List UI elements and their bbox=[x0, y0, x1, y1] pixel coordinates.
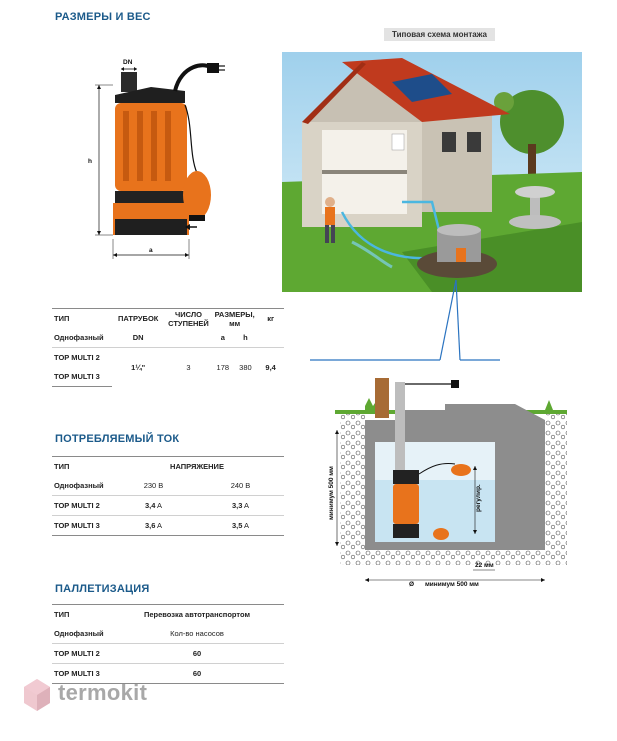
dims-row2-name: TOP MULTI 3 bbox=[52, 367, 112, 387]
current-row1-a1: 3,4 bbox=[144, 501, 156, 510]
current-row2-a2: 3,5 bbox=[231, 521, 243, 530]
current-row2-name: TOP MULTI 3 bbox=[52, 516, 110, 536]
pallet-header-type: ТИП bbox=[52, 605, 110, 625]
dims-row1-name: TOP MULTI 2 bbox=[52, 348, 112, 368]
pallet-row2-name: TOP MULTI 3 bbox=[52, 664, 110, 684]
dims-header-a: a bbox=[220, 333, 225, 342]
pallet-phase: Однофазный bbox=[54, 629, 104, 638]
current-row1-name: TOP MULTI 2 bbox=[52, 496, 110, 516]
well-cross-section-drawing bbox=[305, 370, 575, 595]
pallet-row1-value: 60 bbox=[110, 644, 284, 664]
current-header-type: ТИП bbox=[52, 457, 110, 477]
dims-header-stages: ЧИСЛО СТУПЕНЕЙ bbox=[165, 309, 212, 329]
current-table bbox=[52, 456, 284, 536]
termokit-logo-text: termokit bbox=[58, 680, 148, 705]
diameter-symbol: Ø bbox=[409, 581, 415, 588]
pallet-header-transport: Перевозка автотранспортом bbox=[110, 605, 284, 625]
current-header-voltage: НАПРЯЖЕНИЕ bbox=[110, 457, 284, 477]
pallet-qty-label: Кол-во насосов bbox=[170, 629, 224, 638]
dims-header-kg: кг bbox=[257, 309, 284, 329]
dims-header-type: ТИП bbox=[52, 309, 112, 329]
section-title-dimensions: РАЗМЕРЫ И ВЕС bbox=[55, 11, 151, 23]
current-unit: A bbox=[157, 501, 163, 510]
scheme-label: Типовая схема монтажа bbox=[384, 28, 495, 41]
section-title-pallet: ПАЛЛЕТИЗАЦИЯ bbox=[55, 583, 150, 595]
current-unit: A bbox=[244, 521, 250, 530]
a-label: a bbox=[149, 247, 153, 254]
min-width-label: минимум 500 мм bbox=[425, 581, 479, 588]
current-v2: 240 В bbox=[230, 481, 251, 490]
current-v1: 230 В bbox=[143, 481, 164, 490]
dims-kg-value: 9,4 bbox=[257, 348, 284, 387]
connector-lines bbox=[300, 280, 500, 370]
min-depth-label: минимум 500 мм bbox=[328, 466, 335, 520]
regul-label: регулир. bbox=[475, 484, 482, 512]
dn-label: DN bbox=[123, 59, 133, 66]
pump-dimension-drawing bbox=[85, 55, 235, 265]
dims-nozzle-value: 1¼" bbox=[112, 348, 165, 387]
termokit-logo-icon bbox=[22, 677, 52, 713]
pallet-table bbox=[52, 604, 284, 684]
pallet-row2-value: 60 bbox=[110, 664, 284, 684]
dims-phase: Однофазный bbox=[54, 333, 104, 342]
dims-header-nozzle: ПАТРУБОК bbox=[112, 309, 165, 329]
dims-header-dn: DN bbox=[132, 333, 144, 342]
section-title-current: ПОТРЕБЛЯЕМЫЙ ТОК bbox=[55, 433, 180, 445]
h-label: h bbox=[88, 158, 92, 165]
current-unit: A bbox=[244, 501, 250, 510]
current-unit: A bbox=[157, 521, 163, 530]
dims-stages-value: 3 bbox=[165, 348, 212, 387]
dims-header-sizes: РАЗМЕРЫ, мм bbox=[212, 309, 257, 329]
pallet-row1-name: TOP MULTI 2 bbox=[52, 644, 110, 664]
dims-a-value: 178 bbox=[212, 348, 234, 387]
termokit-logo bbox=[22, 677, 182, 717]
dims-header-h: h bbox=[243, 333, 248, 342]
gap-label: 22 мм bbox=[475, 562, 494, 569]
current-row2-a1: 3,6 bbox=[144, 521, 156, 530]
current-row1-a2: 3,3 bbox=[231, 501, 243, 510]
dimensions-table bbox=[52, 308, 284, 387]
installation-scene-illustration bbox=[282, 52, 582, 292]
dims-h-value: 380 bbox=[234, 348, 258, 387]
current-phase: Однофазный bbox=[54, 481, 104, 490]
